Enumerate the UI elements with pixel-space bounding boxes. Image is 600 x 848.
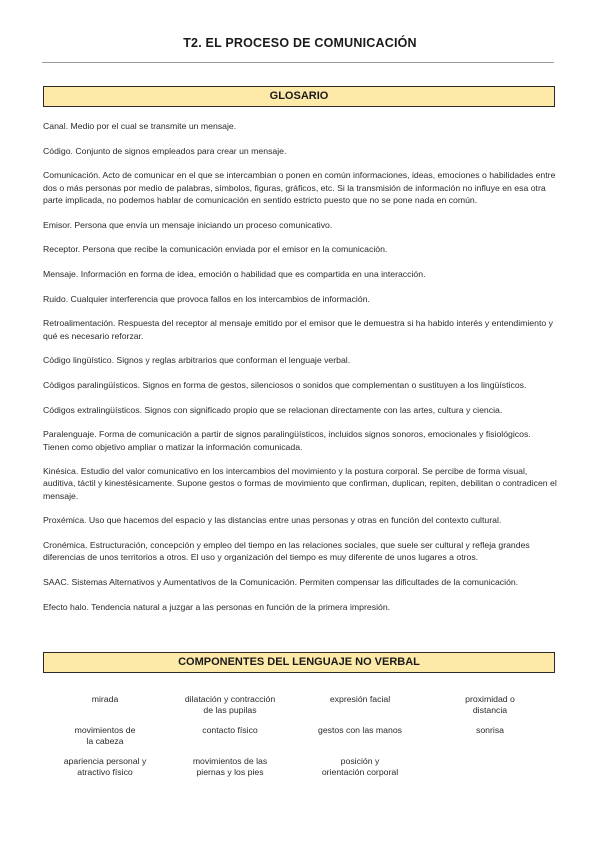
glossary-term: Efecto halo. [43, 601, 89, 612]
glossary-term: Paralenguaje. [43, 429, 97, 440]
glossary-term: Mensaje. [43, 268, 79, 279]
glossary-definition: Información en forma de idea, emoción o habilidad que es compartida en una interacción. [80, 268, 426, 279]
glossary-term: Código. [43, 145, 73, 156]
glossary-term: Código lingüístico. [43, 355, 114, 366]
glossary-definition: Cualquier interferencia que provoca fallos en los intercambios de información. [70, 293, 370, 304]
glossary-term: Canal. [43, 121, 69, 131]
glossary-entry [43, 268, 558, 280]
glossary-definition: Signos y reglas arbitrarios que conforman el lenguaje verbal. [116, 355, 351, 366]
glossary-definition: Estudio del valor comunicativo en los intercambios del movimiento y la postura corporal. Se percibe de forma visual, auditiva, táctil y kinestésicamente. Supone gestos o formas de movimiento que confirman, duplican, repiten, debilitan o contradicen el mensaje. [43, 466, 557, 501]
componente-item: proximidad o distancia [465, 694, 515, 715]
componente-item: dilatación y contracción de las pupilas [184, 694, 276, 715]
glossary-entry [43, 145, 558, 157]
page-title: T2. EL PROCESO DE COMUNICACIÓN [183, 36, 417, 50]
glossary-definition: Estructuración, concepción y empleo del tiempo en las relaciones sociales, que suele ser cultural y refleja grandes diferencias de unos territorios a otros. El uso y organización del tiempo es muy diferente de unos lugares a otros. [43, 540, 530, 563]
componente-item: posición y orientación corporal [321, 756, 399, 777]
glossary-entry [43, 576, 558, 588]
componente-item: expresión facial [329, 694, 391, 704]
glossary-term: Códigos extralingüísticos. [43, 404, 142, 415]
componentes-heading: COMPONENTES DEL LENGUAJE NO VERBAL [43, 652, 555, 673]
glossary-definition: Forma de comunicación a partir de signos paralingüísticos, incluidos signos sonoros, emocionales y fisiológicos. Tienen como objetivo ampliar o matizar la información comunicada. [43, 429, 531, 452]
glossary-definition: Conjunto de signos empleados para crear un mensaje. [75, 145, 287, 156]
glossary-term: Comunicación. [43, 170, 101, 181]
glossary-entry [43, 317, 558, 341]
glossary-entry [43, 601, 558, 613]
glossary-term: SAAC. [43, 576, 70, 587]
glossary-entry [43, 514, 558, 526]
glossary-definition: Tendencia natural a juzgar a las personas en función de la primera impresión. [91, 601, 391, 612]
glossary-term: Kinésica. [43, 466, 79, 477]
glossary-definition: Sistemas Alternativos y Aumentativos de la Comunicación. Permiten compensar las dificultades de la comunicación. [71, 576, 519, 587]
glossary-definition: Persona que envía un mensaje iniciando un proceso comunicativo. [74, 219, 333, 230]
glossary-entry [43, 539, 558, 563]
glossary-definition: Uso que hacemos del espacio y las distancias entre unas personas y otras en función del contexto cultural. [88, 515, 502, 526]
glossary-entry [43, 404, 558, 416]
glossary-definition: Signos con significado propio que se relacionan directamente con las artes, cultura y ciencia. [144, 404, 503, 415]
componente-item: movimientos de las piernas y los pies [192, 756, 268, 777]
glossary-term: Receptor. [43, 244, 81, 255]
glossary-definition: Medio por el cual se transmite un mensaje. [70, 121, 237, 131]
glossary-entry [43, 379, 558, 391]
glossary-term: Proxémica. [43, 515, 87, 526]
componente-item: apariencia personal y atractivo físico [63, 756, 147, 777]
title-divider [42, 62, 554, 63]
glossary-term: Cronémica. [43, 540, 88, 551]
glossary-term: Emisor. [43, 219, 72, 230]
componentes-grid [45, 694, 555, 787]
glossary-entry [43, 219, 558, 231]
componente-item: gestos con las manos [317, 725, 403, 735]
glossary-definition: Signos en forma de gestos, silenciosos o sonidos que complementan o sustituyen a los lingüísticos. [142, 379, 527, 390]
glossary-entry [43, 465, 558, 502]
glossary-entry [43, 120, 558, 132]
glosario-heading: GLOSARIO [43, 86, 555, 107]
glossary-entry [43, 428, 558, 452]
glossary-entry [43, 169, 558, 206]
glossary-entry [43, 243, 558, 255]
glossary-list [43, 120, 558, 625]
componente-item: mirada [91, 694, 119, 704]
componente-item: sonrisa [475, 725, 504, 735]
glossary-definition: Respuesta del receptor al mensaje emitido por el emisor que le demuestra si ha habido interés y entendimiento y qué es necesario reforzar. [43, 318, 553, 341]
glossary-entry [43, 293, 558, 305]
glossary-definition: Acto de comunicar en el que se intercambian o ponen en común informaciones, ideas, emociones o habilidades entre dos o más personas por medio de palabras, símbolos, figuras, gráficos, etc. Si la transmisión de información no influye en esa otra parte implicada, no podemos hablar de comunicación en sentido estricto puesto que no se pone nada en común. [43, 170, 556, 205]
glossary-term: Retroalimentación. [43, 318, 116, 329]
componente-item: contacto físico [202, 725, 258, 735]
glossary-entry [43, 354, 558, 366]
glossary-term: Ruido. [43, 293, 69, 304]
componente-item: movimientos de la cabeza [74, 725, 136, 746]
glossary-definition: Persona que recibe la comunicación enviada por el emisor en la comunicación. [82, 244, 388, 255]
glossary-term: Códigos paralingüísticos. [43, 379, 141, 390]
